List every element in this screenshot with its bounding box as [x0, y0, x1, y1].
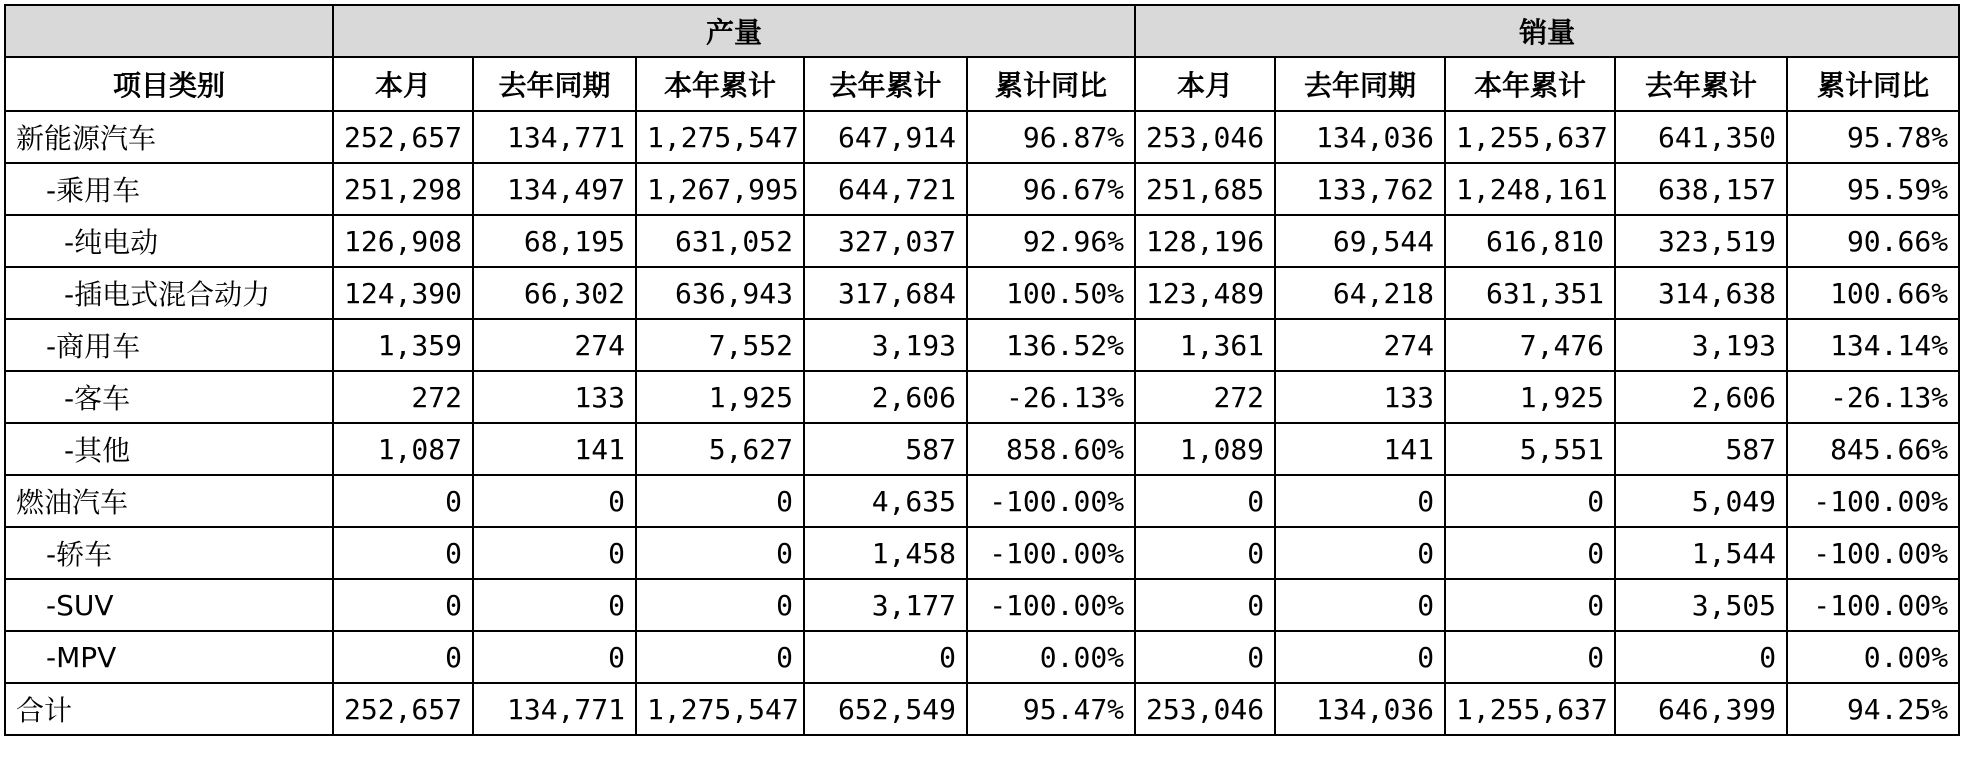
table-cell: -26.13%	[1787, 371, 1959, 423]
table-cell: 272	[1135, 371, 1275, 423]
table-body	[5, 111, 1959, 735]
table-cell: 0	[1445, 475, 1615, 527]
table-cell: 1,925	[636, 371, 804, 423]
row-category-label: -插电式混合动力	[5, 267, 333, 319]
table-cell: 323,519	[1615, 215, 1787, 267]
table-cell: 0.00%	[967, 631, 1135, 683]
table-cell: 631,351	[1445, 267, 1615, 319]
table-cell: 3,505	[1615, 579, 1787, 631]
row-category-label: -轿车	[5, 527, 333, 579]
table-cell: 134,497	[473, 163, 636, 215]
table-cell: 5,627	[636, 423, 804, 475]
table-cell: 96.67%	[967, 163, 1135, 215]
table-cell: 133	[473, 371, 636, 423]
table-cell: 90.66%	[1787, 215, 1959, 267]
column-header-production-yoy: 累计同比	[967, 57, 1135, 111]
table-cell: 134.14%	[1787, 319, 1959, 371]
table-cell: 314,638	[1615, 267, 1787, 319]
table-cell: 1,544	[1615, 527, 1787, 579]
column-header-sales-ytd: 本年累计	[1445, 57, 1615, 111]
table-row	[5, 475, 1959, 527]
table-cell: 1,255,637	[1445, 111, 1615, 163]
row-category-label: -SUV	[5, 579, 333, 631]
table-cell: 641,350	[1615, 111, 1787, 163]
table-cell: 2,606	[1615, 371, 1787, 423]
table-cell: 0	[1445, 579, 1615, 631]
row-category-label: -MPV	[5, 631, 333, 683]
table-row	[5, 215, 1959, 267]
table-cell: -100.00%	[1787, 527, 1959, 579]
table-cell: 96.87%	[967, 111, 1135, 163]
table-cell: 134,036	[1275, 111, 1445, 163]
table-cell: 69,544	[1275, 215, 1445, 267]
table-cell: -26.13%	[967, 371, 1135, 423]
table-cell: 0	[804, 631, 967, 683]
table-cell: 587	[1615, 423, 1787, 475]
table-cell: 327,037	[804, 215, 967, 267]
table-cell: 0	[1135, 579, 1275, 631]
table-cell: 92.96%	[967, 215, 1135, 267]
table-cell: 0	[1615, 631, 1787, 683]
table-cell: 272	[333, 371, 473, 423]
table-cell: 274	[473, 319, 636, 371]
table-cell: 3,193	[804, 319, 967, 371]
table-cell: 0	[1275, 631, 1445, 683]
table-cell: 1,275,547	[636, 683, 804, 735]
table-cell: 253,046	[1135, 111, 1275, 163]
table-cell: 3,177	[804, 579, 967, 631]
column-header-production-last-year-ytd: 去年累计	[804, 57, 967, 111]
table-cell: 0	[636, 527, 804, 579]
table-cell: 0	[636, 579, 804, 631]
table-cell: 587	[804, 423, 967, 475]
table-cell: 1,248,161	[1445, 163, 1615, 215]
group-header-sales: 销量	[1135, 5, 1959, 57]
table-cell: 95.59%	[1787, 163, 1959, 215]
table-cell: 1,925	[1445, 371, 1615, 423]
table-cell: 126,908	[333, 215, 473, 267]
group-header-row	[5, 5, 1959, 57]
table-cell: 0	[473, 475, 636, 527]
row-category-label: -客车	[5, 371, 333, 423]
table-cell: -100.00%	[967, 579, 1135, 631]
column-header-category: 项目类别	[5, 57, 333, 111]
table-cell: 1,361	[1135, 319, 1275, 371]
table-cell: 0	[473, 631, 636, 683]
table-row	[5, 319, 1959, 371]
table-row	[5, 683, 1959, 735]
table-cell: 133,762	[1275, 163, 1445, 215]
table-cell: 3,193	[1615, 319, 1787, 371]
table-cell: 1,089	[1135, 423, 1275, 475]
row-category-label: 合计	[5, 683, 333, 735]
table-cell: 1,275,547	[636, 111, 804, 163]
table-cell: 94.25%	[1787, 683, 1959, 735]
table-cell: 1,267,995	[636, 163, 804, 215]
table-cell: 647,914	[804, 111, 967, 163]
table-cell: 0	[1135, 527, 1275, 579]
table-row	[5, 527, 1959, 579]
table-cell: 134,771	[473, 683, 636, 735]
table-cell: 141	[473, 423, 636, 475]
table-cell: 64,218	[1275, 267, 1445, 319]
table-cell: 123,489	[1135, 267, 1275, 319]
table-cell: 1,087	[333, 423, 473, 475]
table-cell: 4,635	[804, 475, 967, 527]
table-cell: 124,390	[333, 267, 473, 319]
corner-cell	[5, 5, 333, 57]
table-cell: 141	[1275, 423, 1445, 475]
table-cell: 0	[636, 631, 804, 683]
table-cell: 631,052	[636, 215, 804, 267]
table-row	[5, 423, 1959, 475]
table-row	[5, 163, 1959, 215]
table-cell: 274	[1275, 319, 1445, 371]
table-cell: 2,606	[804, 371, 967, 423]
column-header-row	[5, 57, 1959, 111]
row-category-label: 燃油汽车	[5, 475, 333, 527]
table-cell: 0	[473, 579, 636, 631]
table-cell: 0	[1135, 631, 1275, 683]
table-cell: -100.00%	[967, 475, 1135, 527]
table-row	[5, 371, 1959, 423]
table-cell: 252,657	[333, 111, 473, 163]
column-header-sales-yoy: 累计同比	[1787, 57, 1959, 111]
table-cell: 0	[333, 527, 473, 579]
table-cell: -100.00%	[967, 527, 1135, 579]
table-cell: 1,458	[804, 527, 967, 579]
table-cell: 251,298	[333, 163, 473, 215]
table-cell: 251,685	[1135, 163, 1275, 215]
table-cell: 636,943	[636, 267, 804, 319]
column-header-sales-month: 本月	[1135, 57, 1275, 111]
table-cell: 134,771	[473, 111, 636, 163]
group-header-production: 产量	[333, 5, 1135, 57]
row-category-label: -乘用车	[5, 163, 333, 215]
table-cell: 0	[1135, 475, 1275, 527]
table-cell: 95.78%	[1787, 111, 1959, 163]
row-category-label: -商用车	[5, 319, 333, 371]
table-cell: 7,552	[636, 319, 804, 371]
table-cell: 100.50%	[967, 267, 1135, 319]
column-header-production-last-year-period: 去年同期	[473, 57, 636, 111]
table-cell: 0	[473, 527, 636, 579]
table-cell: 0	[333, 631, 473, 683]
table-cell: 136.52%	[967, 319, 1135, 371]
table-cell: 638,157	[1615, 163, 1787, 215]
table-cell: 134,036	[1275, 683, 1445, 735]
table-cell: 0	[333, 579, 473, 631]
table-cell: 0	[1275, 579, 1445, 631]
table-cell: 68,195	[473, 215, 636, 267]
table-cell: 95.47%	[967, 683, 1135, 735]
table-row	[5, 579, 1959, 631]
table-cell: -100.00%	[1787, 475, 1959, 527]
table-cell: 0.00%	[1787, 631, 1959, 683]
table-cell: 858.60%	[967, 423, 1135, 475]
table-cell: 644,721	[804, 163, 967, 215]
row-category-label: 新能源汽车	[5, 111, 333, 163]
table-row	[5, 111, 1959, 163]
table-cell: 0	[1445, 527, 1615, 579]
table-cell: 317,684	[804, 267, 967, 319]
table-cell: 0	[1275, 527, 1445, 579]
table-row	[5, 631, 1959, 683]
table-cell: 1,255,637	[1445, 683, 1615, 735]
column-header-sales-last-year-period: 去年同期	[1275, 57, 1445, 111]
table-cell: 5,049	[1615, 475, 1787, 527]
table-cell: -100.00%	[1787, 579, 1959, 631]
row-category-label: -纯电动	[5, 215, 333, 267]
table-cell: 845.66%	[1787, 423, 1959, 475]
row-category-label: -其他	[5, 423, 333, 475]
table-cell: 616,810	[1445, 215, 1615, 267]
table-cell: 646,399	[1615, 683, 1787, 735]
table-cell: 1,359	[333, 319, 473, 371]
column-header-production-ytd: 本年累计	[636, 57, 804, 111]
table-cell: 252,657	[333, 683, 473, 735]
table-cell: 100.66%	[1787, 267, 1959, 319]
table-row	[5, 267, 1959, 319]
table-cell: 66,302	[473, 267, 636, 319]
table-cell: 0	[1445, 631, 1615, 683]
table-cell: 652,549	[804, 683, 967, 735]
production-sales-table	[4, 4, 1960, 736]
table-cell: 7,476	[1445, 319, 1615, 371]
table-cell: 0	[1275, 475, 1445, 527]
table-cell: 5,551	[1445, 423, 1615, 475]
table-cell: 133	[1275, 371, 1445, 423]
table-cell: 0	[333, 475, 473, 527]
table-cell: 0	[636, 475, 804, 527]
column-header-production-month: 本月	[333, 57, 473, 111]
table-cell: 253,046	[1135, 683, 1275, 735]
table-cell: 128,196	[1135, 215, 1275, 267]
column-header-sales-last-year-ytd: 去年累计	[1615, 57, 1787, 111]
